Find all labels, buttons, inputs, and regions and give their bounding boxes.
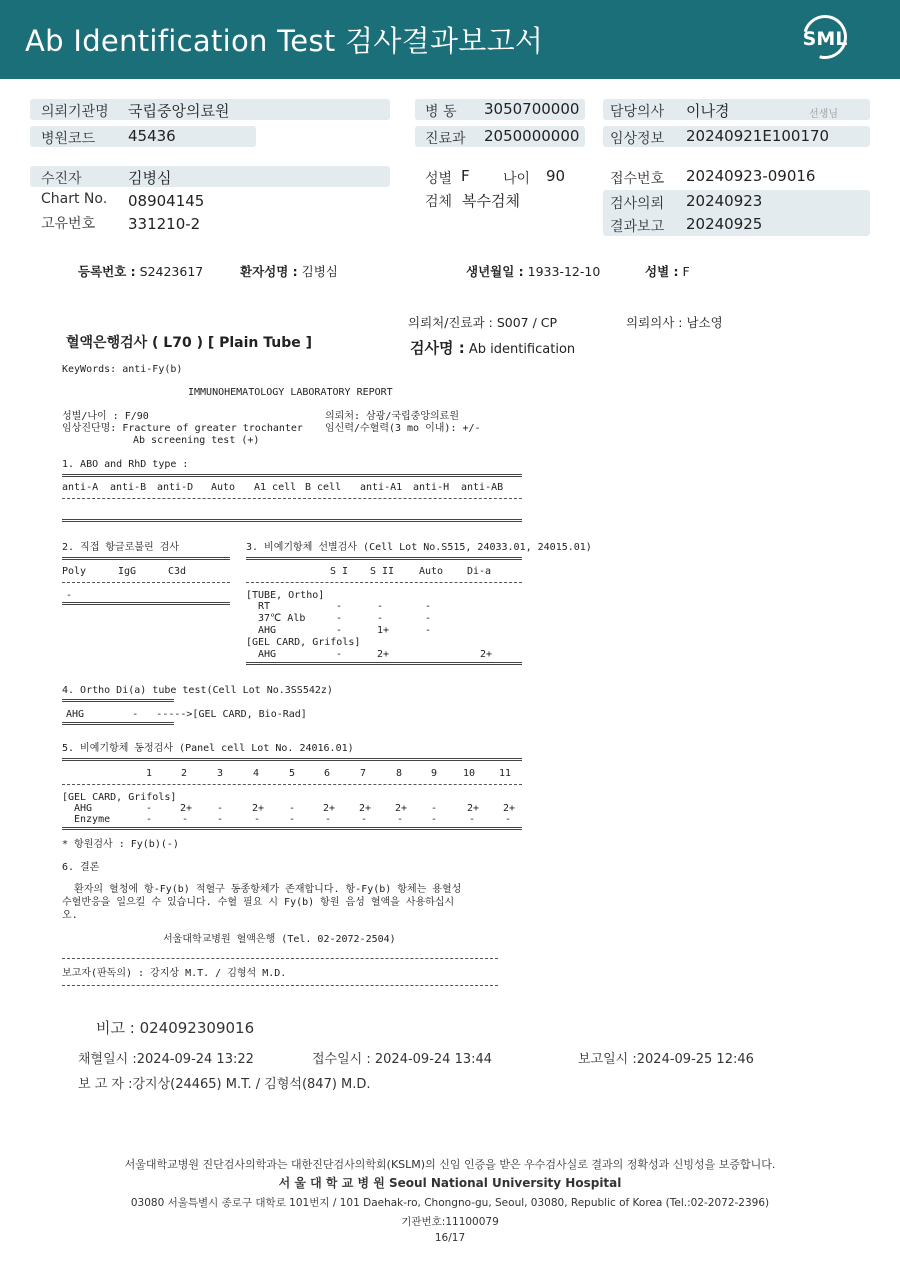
- note: 비고 : 024092309016: [96, 1019, 255, 1037]
- request-value: 20240923: [686, 192, 763, 210]
- doctor-suffix: 선생님: [809, 109, 838, 120]
- req-dept: 의뢰처/진료과 : S007 / CP: [408, 315, 558, 330]
- test-title: 혈액은행검사 ( L70 ) [ Plain Tube ]: [66, 335, 313, 351]
- line-dx1: 임상진단명: Fracture of greater trochanter: [62, 423, 303, 434]
- reporter-line: 보고자(판독의) : 강지상 M.T. / 김형석 M.D.: [62, 968, 287, 979]
- divider: [246, 557, 522, 560]
- divider: [62, 582, 230, 583]
- sex-value: F: [461, 167, 470, 185]
- clinical-label: 임상정보: [610, 131, 665, 147]
- line-dx2: Ab screening test (+): [133, 435, 260, 446]
- dept-label: 진료과: [425, 131, 466, 147]
- sec2-title: 2. 직접 항글로불린 검사: [62, 542, 180, 553]
- specimen-value: 복수검체: [462, 192, 520, 210]
- uid-label: 고유번호: [41, 216, 96, 232]
- header-bar: [0, 0, 900, 79]
- lab-report-title: IMMUNOHEMATOLOGY LABORATORY REPORT: [188, 387, 393, 398]
- report-title: Ab Identification Test 검사결과보고서: [25, 24, 544, 58]
- ward-label: 병 동: [425, 104, 457, 120]
- divider: [62, 602, 230, 605]
- sec3-gel: [GEL CARD, Grifols]: [246, 637, 361, 648]
- doctor-value: 이나경: [686, 102, 730, 120]
- line-referral: 의뢰처: 삼광/국립중앙의료원: [325, 411, 459, 422]
- sec3-col: Auto: [419, 566, 444, 577]
- clinical-value: 20240921E100170: [686, 127, 830, 145]
- sec3-col: S II: [370, 566, 395, 577]
- reg-no: 등록번호 : S2423617: [78, 264, 204, 279]
- divider: [246, 582, 522, 583]
- sec3-tube: [TUBE, Ortho]: [246, 590, 325, 601]
- divider: [62, 699, 174, 702]
- req-doctor: 의뢰의사 : 남소영: [626, 315, 723, 330]
- line-sexage: 성별/나이 : F/90: [62, 411, 149, 422]
- conclusion-line: 오.: [62, 910, 78, 921]
- sex-label: 성별: [425, 171, 453, 187]
- footer-certification: 서울대학교병원 진단검사의학과는 대한진단검사의학회(KSLM)의 신임 인증을 받은 우수검사실로 결과의 정확성과 신빙성을 보증합니다.: [124, 1158, 776, 1171]
- antigen-test: * 항원검사 : Fy(b)(-): [62, 839, 179, 850]
- divider: [246, 662, 522, 665]
- sec4-title: 4. Ortho Di(a) tube test(Cell Lot No.3SS542z): [62, 685, 333, 696]
- birth-date: 생년월일 : 1933-12-10: [466, 264, 601, 279]
- blood-bank-line: 서울대학교병원 혈액은행 (Tel. 02-2072-2504): [163, 934, 396, 945]
- report-label: 결과보고: [610, 219, 665, 235]
- footer-hospital: 서 울 대 학 교 병 원 Seoul National University Hospital: [278, 1176, 622, 1190]
- sec5-title: 5. 비예기항체 동정검사 (Panel cell Lot No. 24016.01): [62, 743, 354, 754]
- report-value: 20240925: [686, 215, 763, 233]
- divider: [62, 498, 522, 499]
- conclusion-line: 수혈반응을 일으킬 수 있습니다. 수혈 필요 시 Fy(b) 항원 음성 혈액을 사용하십시: [62, 897, 455, 908]
- sec3-col: Di-a: [467, 566, 492, 577]
- sec2-col: C3d: [168, 566, 187, 577]
- footer-address: 03080 서울특별시 종로구 대학로 101번지 / 101 Daehak-ro, Chongno-gu, Seoul, 03080, Republic of Korea (Tel.:02-2072-2396): [130, 1197, 770, 1209]
- conclusion-line: 환자의 혈청에 항-Fy(b) 적혈구 동종항체가 존재합니다. 항-Fy(b) 항체는 용혈성: [62, 884, 462, 895]
- report-time: 보고일시 :2024-09-25 12:46: [578, 1052, 754, 1067]
- reporter: 보 고 자 :강지상(24465) M.T. / 김형석(847) M.D.: [78, 1077, 371, 1092]
- divider: [62, 985, 498, 986]
- request-label: 검사의뢰: [610, 196, 665, 212]
- sml-logo: [797, 13, 853, 69]
- institution-label: 의뢰기관명: [41, 104, 109, 120]
- sec2-col: IgG: [118, 566, 137, 577]
- sec2-value: -: [66, 590, 73, 601]
- receipt-value: 20240923-09016: [686, 167, 816, 185]
- age-label: 나이: [503, 171, 531, 187]
- dept-value: 2050000000: [484, 127, 580, 145]
- divider: [62, 784, 522, 785]
- divider: [62, 474, 522, 477]
- chart-label: Chart No.: [41, 191, 108, 207]
- patient-label: 수진자: [41, 171, 82, 187]
- patient-name: 환자성명 : 김병심: [240, 264, 338, 279]
- footer-org-no: 기관번호:11100079: [401, 1216, 499, 1228]
- patient-value: 김병심: [128, 169, 172, 187]
- divider: [62, 827, 522, 830]
- logo-text: SML: [802, 28, 848, 50]
- sec5-gel: [GEL CARD, Grifols]: [62, 792, 177, 803]
- patient-row: [30, 166, 390, 187]
- divider: [62, 722, 174, 725]
- patient-sex: 성별 : F: [645, 264, 690, 279]
- line-preg: 임신력/수혈력(3 mo 이내): +/-: [325, 423, 481, 434]
- page-number: 16/17: [434, 1232, 466, 1244]
- ward-value: 3050700000: [484, 100, 580, 118]
- sec3-col: S I: [330, 566, 349, 577]
- specimen-label: 검체: [425, 194, 453, 210]
- divider: [62, 557, 230, 560]
- institution-value: 국립중앙의료원: [128, 102, 230, 120]
- code-value: 45436: [128, 127, 176, 145]
- test-name: 검사명 : Ab identification: [410, 339, 576, 357]
- sec3-title: 3. 비예기항체 선별검사 (Cell Lot No.S515, 24033.01, 24015.01): [246, 542, 592, 553]
- divider: [62, 758, 522, 761]
- sec4-row: AHG - ----->[GEL CARD, Bio-Rad]: [66, 709, 307, 720]
- doctor-label: 담당의사: [610, 104, 665, 120]
- code-label: 병원코드: [41, 131, 96, 147]
- receive-time: 접수일시 : 2024-09-24 13:44: [312, 1052, 493, 1067]
- sec1-title: 1. ABO and RhD type :: [62, 459, 189, 470]
- receipt-label: 접수번호: [610, 171, 665, 187]
- collect-time: 채혈일시 :2024-09-24 13:22: [78, 1052, 254, 1067]
- divider: [62, 519, 522, 522]
- age-value: 90: [546, 167, 566, 185]
- uid-value: 331210-2: [128, 215, 201, 233]
- sec2-col: Poly: [62, 566, 87, 577]
- sec6-title: 6. 결론: [62, 862, 100, 873]
- keywords: KeyWords: anti-Fy(b): [62, 364, 183, 375]
- chart-value: 08904145: [128, 192, 205, 210]
- divider: [62, 958, 498, 959]
